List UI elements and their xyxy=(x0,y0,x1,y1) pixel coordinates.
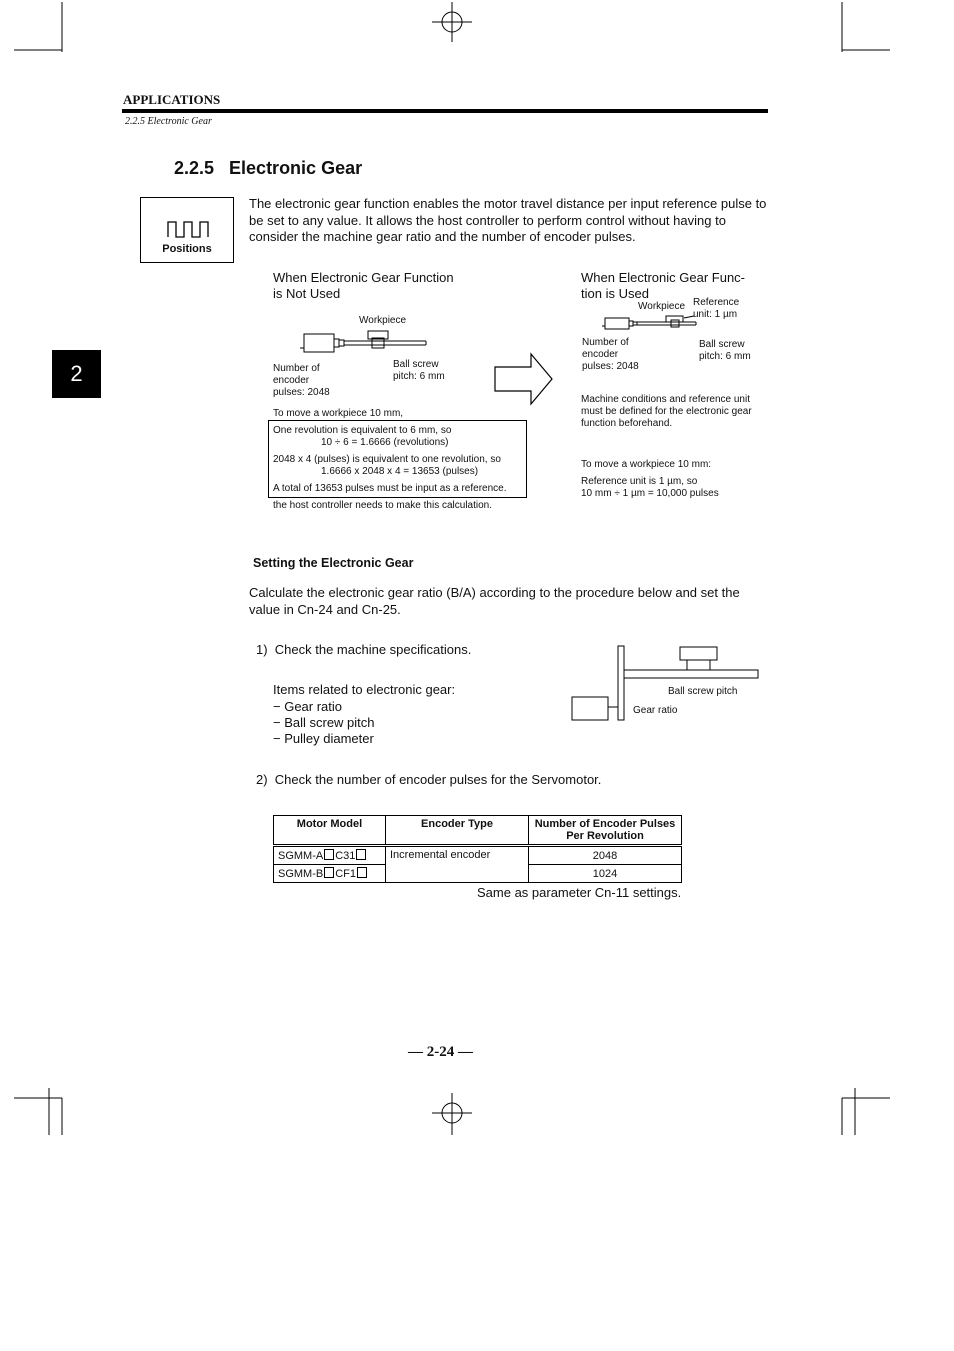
right-workpiece-label: Workpiece xyxy=(638,301,686,312)
right-heading-line2: tion is Used xyxy=(581,286,649,301)
right-reference-line: unit: 1 µm xyxy=(693,309,738,320)
machine-conditions-line: must be defined for the electronic gear xyxy=(581,406,752,417)
placeholder-box xyxy=(356,849,366,860)
header-pulses: Number of Encoder Pulses Per Revolution xyxy=(529,816,682,846)
calc1-a: One revolution is equivalent to 6 mm, so xyxy=(273,425,452,436)
left-move-text: To move a workpiece 10 mm, xyxy=(273,408,404,419)
step-2: 2) Check the number of encoder pulses for the Servomotor. xyxy=(256,772,602,787)
chapter-tab: 2 xyxy=(52,350,101,398)
table-row xyxy=(274,846,682,865)
calc2-b: 1.6666 x 2048 x 4 = 13653 (pulses) xyxy=(321,466,479,477)
header-rule xyxy=(122,109,768,113)
machine-conditions-line: Machine conditions and reference unit xyxy=(581,394,750,405)
page-number: — 2-24 — xyxy=(408,1044,473,1060)
model-prefix: SGMM-B xyxy=(278,868,324,880)
right-machine-conditions xyxy=(581,394,752,430)
right-ref-b: 10 mm ÷ 1 µm = 10,000 pulses xyxy=(581,488,719,499)
table-header-row xyxy=(274,816,682,846)
setting-paragraph: Calculate the electronic gear ratio (B/A) according to the procedure below and set the value in Cn-24 and Cn-25. xyxy=(249,585,740,617)
items-heading: Items related to electronic gear: xyxy=(273,682,456,697)
left-ballscrew-label xyxy=(393,359,445,383)
fig-gear-label: Gear ratio xyxy=(633,705,678,716)
machine-conditions-line: function beforehand. xyxy=(581,418,673,429)
encoder-table xyxy=(273,815,682,883)
right-encoder-line: Number of xyxy=(582,337,629,348)
calc2-a: 2048 x 4 (pulses) is equivalent to one revolution, so xyxy=(273,454,501,465)
left-ballscrew-line: pitch: 6 mm xyxy=(393,371,445,382)
left-heading xyxy=(273,270,454,302)
header-motor-model: Motor Model xyxy=(274,816,386,846)
cell-pulses: 2048 xyxy=(529,846,682,865)
calc1-b: 10 ÷ 6 = 1.6666 (revolutions) xyxy=(321,437,449,448)
model-suffix: C31 xyxy=(335,850,356,862)
table-note: Same as parameter Cn-11 settings. xyxy=(477,885,682,900)
left-ballscrew-line: Ball screw xyxy=(393,359,439,370)
placeholder-box xyxy=(324,849,334,860)
cell-pulses: 1024 xyxy=(529,865,682,883)
step-1: 1) Check the machine specifications. xyxy=(256,642,472,657)
calculation-box xyxy=(268,420,527,498)
positions-label: Positions xyxy=(162,243,212,255)
right-ballscrew-line: pitch: 6 mm xyxy=(699,351,751,362)
right-move-text: To move a workpiece 10 mm: xyxy=(581,459,712,470)
pulse-icon xyxy=(167,220,209,238)
item-gear-ratio: − Gear ratio xyxy=(273,699,343,714)
left-heading-line1: When Electronic Gear Function xyxy=(273,270,454,285)
right-reference-label xyxy=(693,297,739,321)
right-machine-drawing xyxy=(602,312,698,332)
left-machine-drawing xyxy=(300,326,430,356)
intro-paragraph: The electronic gear function enables the motor travel distance per input reference pulse to be set to any value. It allows the host controller to perform control without having to consider the machine gear ratio and the number of encoder pulses. xyxy=(249,196,767,244)
right-encoder-line: encoder xyxy=(582,349,619,360)
page-title: 2.2.5 Electronic Gear xyxy=(174,158,363,178)
placeholder-box xyxy=(357,867,367,878)
positions-box xyxy=(140,197,234,263)
left-footer-text: the host controller needs to make this calculation. xyxy=(273,500,493,511)
left-encoder-line: pulses: 2048 xyxy=(273,387,330,398)
model-prefix: SGMM-A xyxy=(278,850,324,862)
right-reference-line: Reference xyxy=(693,297,740,308)
header-subsection: 2.2.5 Electronic Gear xyxy=(125,116,212,127)
cell-motor-model xyxy=(274,846,386,865)
left-encoder-label xyxy=(273,363,330,399)
model-suffix: CF1 xyxy=(335,868,357,880)
left-encoder-line: Number of xyxy=(273,363,320,374)
fig-ballscrew-label: Ball screw pitch xyxy=(668,686,738,697)
left-heading-line2: is Not Used xyxy=(273,286,341,301)
header-encoder-type: Encoder Type xyxy=(386,816,529,846)
right-ballscrew-label xyxy=(699,339,751,363)
setting-heading: Setting the Electronic Gear xyxy=(253,556,414,570)
header-section: APPLICATIONS xyxy=(123,92,221,107)
placeholder-box xyxy=(324,867,334,878)
right-encoder-line: pulses: 2048 xyxy=(582,361,639,372)
calc3: A total of 13653 pulses must be input as a reference. xyxy=(273,483,507,494)
right-ref-a: Reference unit is 1 µm, so xyxy=(581,476,698,487)
cell-motor-model xyxy=(274,865,386,883)
right-heading-line1: When Electronic Gear Func- xyxy=(581,270,746,285)
arrow-right-icon xyxy=(493,352,555,406)
cell-encoder-type: Incremental encoder xyxy=(386,846,529,883)
right-ballscrew-line: Ball screw xyxy=(699,339,745,350)
item-pulley-diameter: − Pulley diameter xyxy=(273,731,374,746)
item-ball-screw-pitch: − Ball screw pitch xyxy=(273,715,375,730)
left-workpiece-label: Workpiece xyxy=(359,315,407,326)
right-encoder-label xyxy=(582,337,639,373)
items-list xyxy=(273,699,375,747)
left-encoder-line: encoder xyxy=(273,375,310,386)
